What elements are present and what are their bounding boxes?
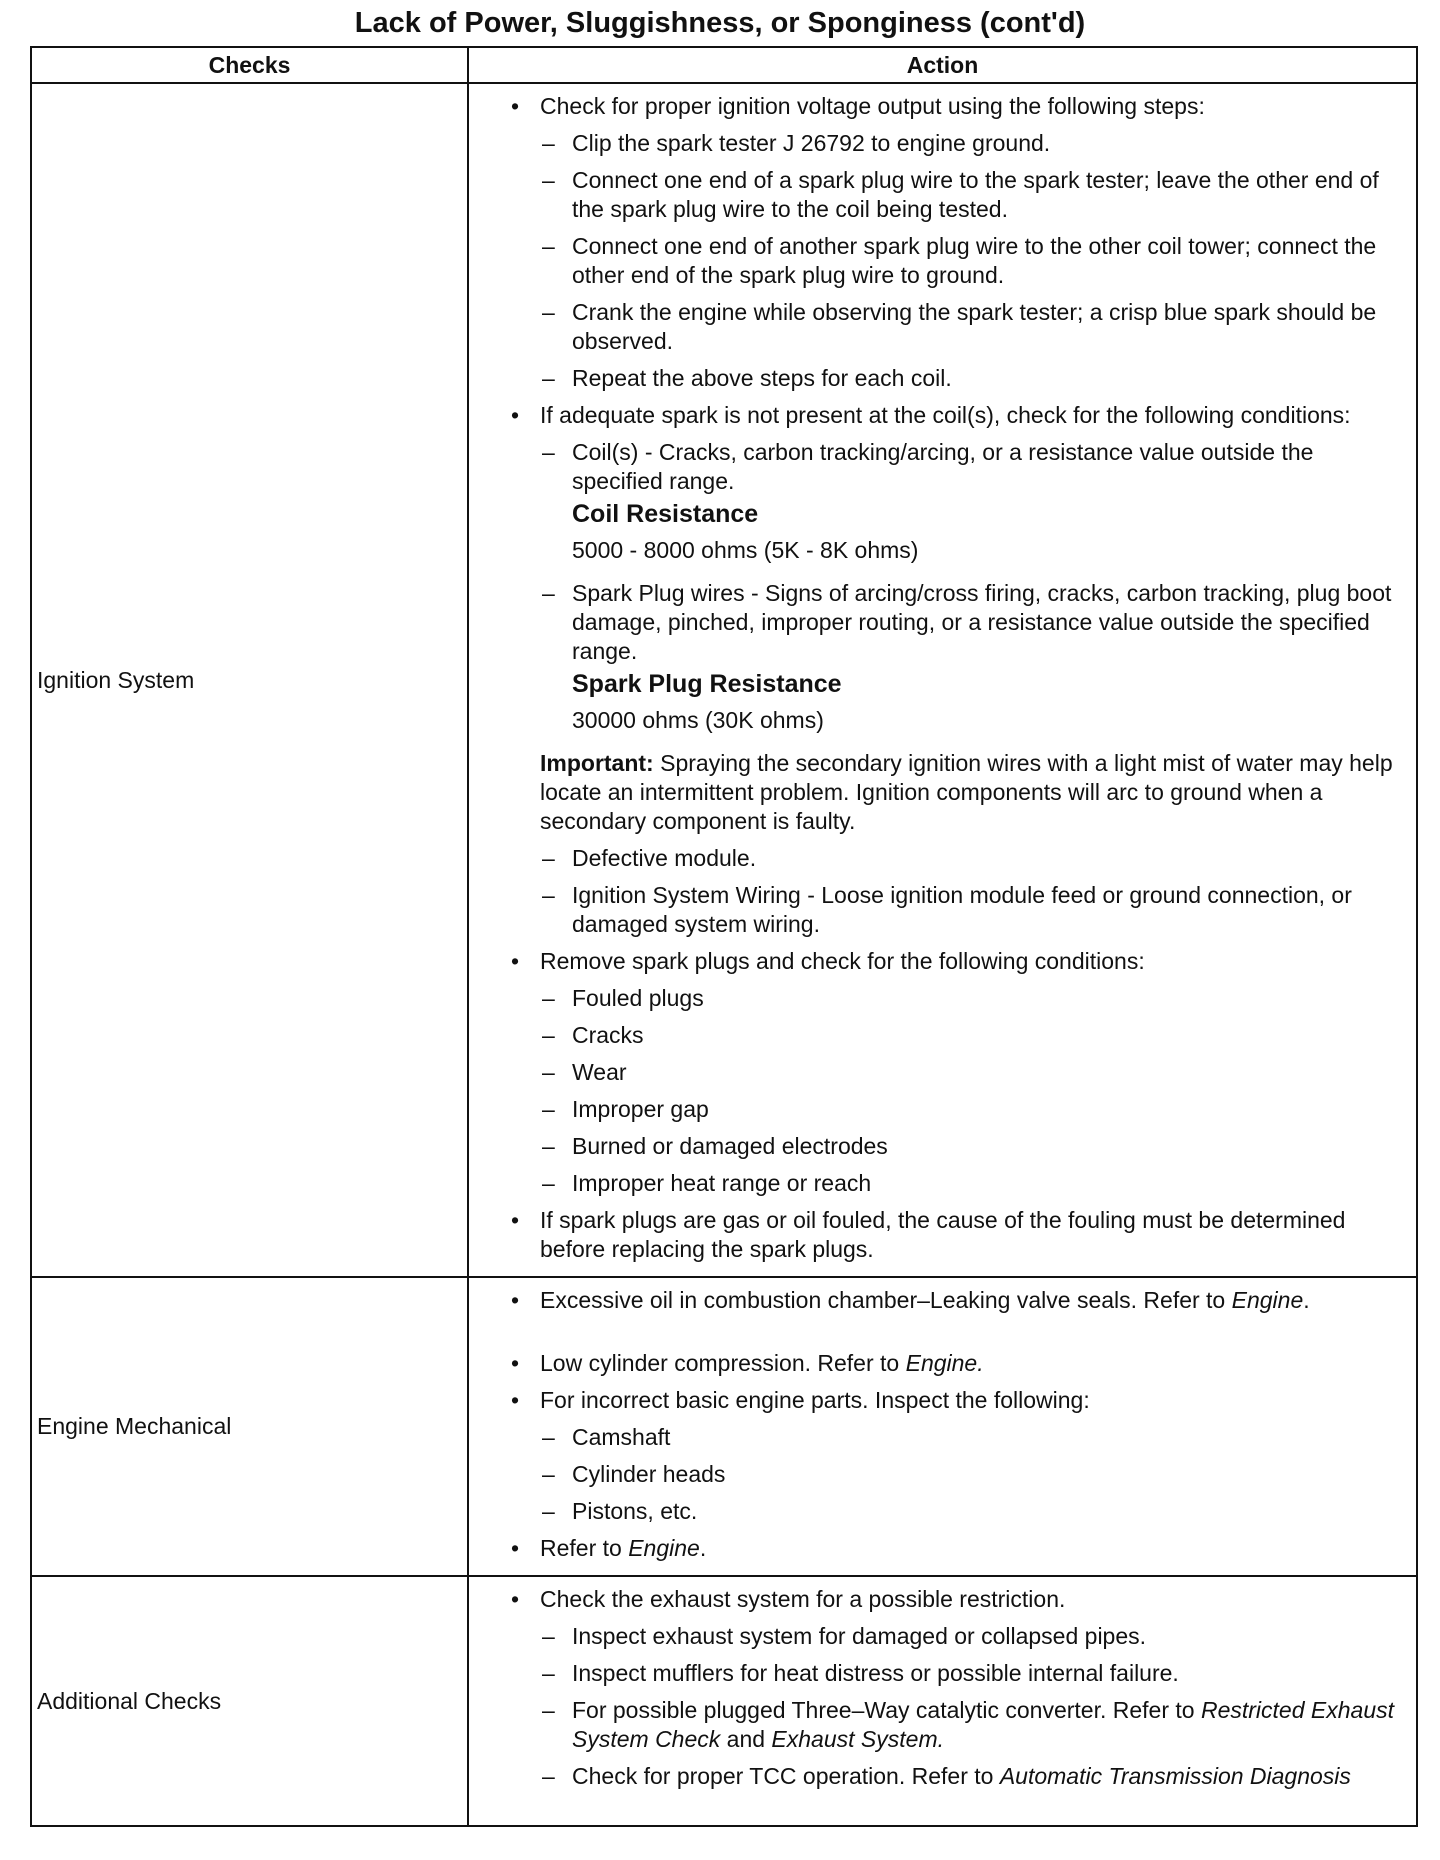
item-text: Check for proper TCC operation. Refer to: [572, 1763, 994, 1789]
dash-item: – Ignition System Wiring - Loose ignition module feed or ground connection, or damaged system wiring.: [469, 881, 1406, 939]
bullet-item: • Remove spark plugs and check for the following conditions:: [469, 947, 1406, 976]
dash-item: – Pistons, etc.: [469, 1497, 1406, 1526]
bullet-item: [469, 1534, 1406, 1563]
reference-text: Engine: [628, 1535, 700, 1561]
spec-value: 5000 - 8000 ohms (5K - 8K ohms): [572, 537, 919, 563]
table-header-row: [31, 47, 1417, 83]
dash-item: – Crank the engine while observing the spark tester; a crisp blue spark should be observed.: [469, 298, 1406, 356]
check-cell: Additional Checks: [31, 1576, 468, 1826]
dash-item: – Spark Plug wires - Signs of arcing/cross firing, cracks, carbon tracking, plug boot damage, pinched, improper routing, or a resistance value outside the specified range.: [469, 579, 1406, 666]
reference-text: Automatic Transmission Diagnosis: [999, 1763, 1351, 1789]
table-row-engine-mechanical: [31, 1277, 1417, 1576]
column-header-checks: Checks: [31, 47, 468, 83]
dash-item: – Connect one end of a spark plug wire to the spark tester; leave the other end of the spark plug wire to the coil being tested.: [469, 166, 1406, 224]
check-cell: Ignition System: [31, 83, 468, 1277]
dash-item: – Inspect exhaust system for damaged or collapsed pipes.: [469, 1622, 1406, 1651]
item-text: Excessive oil in combustion chamber–Leaking valve seals. Refer to: [540, 1287, 1226, 1313]
dash-item: – Connect one end of another spark plug wire to the other coil tower; connect the other end of the spark plug wire to ground.: [469, 232, 1406, 290]
spec-heading: Spark Plug Resistance: [572, 670, 842, 698]
dash-item: – Repeat the above steps for each coil.: [469, 364, 1406, 393]
check-cell: Engine Mechanical: [31, 1277, 468, 1576]
spacer: [469, 1323, 1406, 1349]
dash-item: – Cylinder heads: [469, 1460, 1406, 1489]
table-row-additional-checks: [31, 1576, 1417, 1826]
item-text: .: [1303, 1287, 1310, 1313]
dash-item: – Burned or damaged electrodes: [469, 1132, 1406, 1161]
page-title: Lack of Power, Sluggishness, or Sponginess (cont'd): [354, 7, 1086, 39]
item-text: For possible plugged Three–Way catalytic converter. Refer to: [572, 1697, 1195, 1723]
dash-item: – Cracks: [469, 1021, 1406, 1050]
important-label: Important:: [540, 750, 654, 776]
diagnosis-table: [30, 46, 1418, 1827]
action-cell: [468, 83, 1417, 1277]
dash-item: [469, 1696, 1406, 1754]
bullet-item: • If adequate spark is not present at the coil(s), check for the following conditions:: [469, 401, 1406, 430]
dash-item: – Coil(s) - Cracks, carbon tracking/arcing, or a resistance value outside the specified range.: [469, 438, 1406, 496]
bullet-item: • If spark plugs are gas or oil fouled, the cause of the fouling must be determined before replacing the spark plugs.: [469, 1206, 1406, 1264]
dash-item: – Camshaft: [469, 1423, 1406, 1452]
table-row-ignition-system: [31, 83, 1417, 1277]
dash-item: – Inspect mufflers for heat distress or possible internal failure.: [469, 1659, 1406, 1688]
item-text: Low cylinder compression. Refer to: [540, 1350, 900, 1376]
reference-text: Engine: [1231, 1287, 1304, 1313]
important-text: Spraying the secondary ignition wires with a light mist of water may help locate an intermittent problem. Ignition components will arc to ground when a secondary component is faulty.: [540, 750, 1393, 834]
reference-text: Exhaust System.: [771, 1726, 944, 1752]
dash-item: – Clip the spark tester J 26792 to engine ground.: [469, 129, 1406, 158]
reference-text: Engine.: [905, 1350, 984, 1376]
item-text: .: [699, 1535, 707, 1561]
column-header-action: Action: [468, 47, 1417, 83]
spec-value: 30000 ohms (30K ohms): [572, 707, 824, 733]
spec-heading: Coil Resistance: [572, 500, 759, 528]
action-cell: [468, 1277, 1417, 1576]
bullet-item: [469, 1286, 1406, 1315]
bullet-item: • Check the exhaust system for a possible restriction.: [469, 1585, 1406, 1614]
action-cell: [468, 1576, 1417, 1826]
dash-item: – Improper heat range or reach: [469, 1169, 1406, 1198]
bullet-item: [469, 1349, 1406, 1378]
reference-text: Restricted Exhaust System Check: [572, 1697, 1395, 1752]
dash-item: – Improper gap: [469, 1095, 1406, 1124]
bullet-item: • Check for proper ignition voltage output using the following steps:: [469, 92, 1406, 121]
important-note: [469, 749, 1406, 836]
dash-item: – Defective module.: [469, 844, 1406, 873]
item-text: and: [726, 1726, 766, 1752]
bullet-item: • For incorrect basic engine parts. Inspect the following:: [469, 1386, 1406, 1415]
dash-item: – Fouled plugs: [469, 984, 1406, 1013]
item-text: Refer to: [540, 1535, 622, 1561]
dash-item: [469, 1762, 1406, 1791]
dash-item: – Wear: [469, 1058, 1406, 1087]
